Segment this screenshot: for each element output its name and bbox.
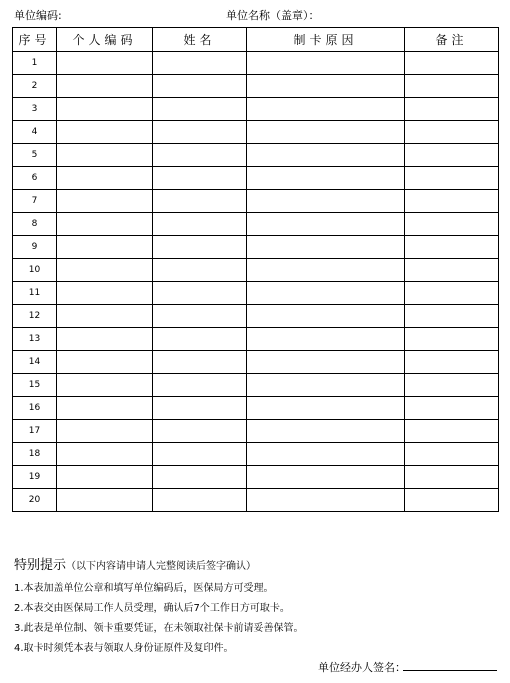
name-cell[interactable] [153, 282, 247, 305]
reason-cell[interactable] [247, 52, 405, 75]
card-application-table [12, 27, 499, 512]
name-cell[interactable] [153, 190, 247, 213]
table-row [13, 98, 499, 121]
personal-code-cell[interactable] [57, 489, 153, 512]
personal-code-cell[interactable] [57, 443, 153, 466]
personal-code-cell[interactable] [57, 420, 153, 443]
reason-cell[interactable] [247, 374, 405, 397]
reason-cell[interactable] [247, 259, 405, 282]
reason-cell[interactable] [247, 466, 405, 489]
notice-item: 1.本表加盖单位公章和填写单位编码后，医保局方可受理。 [14, 583, 274, 594]
name-cell[interactable] [153, 213, 247, 236]
name-cell[interactable] [153, 121, 247, 144]
table-row [13, 443, 499, 466]
personal-code-cell[interactable] [57, 328, 153, 351]
notice-subtitle: （以下内容请申请人完整阅读后签字确认） [66, 561, 257, 572]
remarks-cell[interactable] [405, 466, 499, 489]
row-seq-cell: 7 [13, 190, 57, 213]
table-row [13, 121, 499, 144]
signature-line[interactable] [403, 670, 497, 671]
remarks-cell[interactable] [405, 98, 499, 121]
name-cell[interactable] [153, 236, 247, 259]
personal-code-cell[interactable] [57, 190, 153, 213]
name-cell[interactable] [153, 75, 247, 98]
row-seq-cell: 4 [13, 121, 57, 144]
personal-code-cell[interactable] [57, 305, 153, 328]
row-seq-cell: 1 [13, 52, 57, 75]
row-seq-cell: 20 [13, 489, 57, 512]
row-seq-cell: 13 [13, 328, 57, 351]
reason-cell[interactable] [247, 397, 405, 420]
personal-code-cell[interactable] [57, 466, 153, 489]
personal-code-cell[interactable] [57, 282, 153, 305]
personal-code-cell[interactable] [57, 236, 153, 259]
name-cell[interactable] [153, 144, 247, 167]
table-header-row [13, 28, 499, 52]
personal-code-cell[interactable] [57, 121, 153, 144]
row-seq-cell: 14 [13, 351, 57, 374]
remarks-cell[interactable] [405, 305, 499, 328]
reason-cell[interactable] [247, 420, 405, 443]
reason-cell[interactable] [247, 121, 405, 144]
personal-code-cell[interactable] [57, 397, 153, 420]
table-row [13, 190, 499, 213]
row-seq-cell: 17 [13, 420, 57, 443]
name-cell[interactable] [153, 52, 247, 75]
form-header [0, 7, 510, 23]
remarks-cell[interactable] [405, 374, 499, 397]
column-header-name: 姓名 [153, 28, 247, 52]
table-row [13, 75, 499, 98]
remarks-cell[interactable] [405, 259, 499, 282]
remarks-cell[interactable] [405, 282, 499, 305]
name-cell[interactable] [153, 351, 247, 374]
reason-cell[interactable] [247, 351, 405, 374]
table-row [13, 144, 499, 167]
remarks-cell[interactable] [405, 236, 499, 259]
personal-code-cell[interactable] [57, 351, 153, 374]
table-row [13, 420, 499, 443]
name-cell[interactable] [153, 466, 247, 489]
personal-code-cell[interactable] [57, 98, 153, 121]
remarks-cell[interactable] [405, 213, 499, 236]
remarks-cell[interactable] [405, 397, 499, 420]
personal-code-cell[interactable] [57, 52, 153, 75]
personal-code-cell[interactable] [57, 213, 153, 236]
personal-code-cell[interactable] [57, 374, 153, 397]
name-cell[interactable] [153, 98, 247, 121]
table-row [13, 489, 499, 512]
row-seq-cell: 3 [13, 98, 57, 121]
name-cell[interactable] [153, 305, 247, 328]
personal-code-cell[interactable] [57, 259, 153, 282]
signature-label: 单位经办人签名： [318, 661, 406, 674]
remarks-cell[interactable] [405, 443, 499, 466]
remarks-cell[interactable] [405, 328, 499, 351]
table-row [13, 52, 499, 75]
name-cell[interactable] [153, 420, 247, 443]
table-row [13, 305, 499, 328]
reason-cell[interactable] [247, 167, 405, 190]
name-cell[interactable] [153, 397, 247, 420]
row-seq-cell: 16 [13, 397, 57, 420]
row-seq-cell: 5 [13, 144, 57, 167]
reason-cell[interactable] [247, 213, 405, 236]
table-row [13, 213, 499, 236]
reason-cell[interactable] [247, 443, 405, 466]
remarks-cell[interactable] [405, 75, 499, 98]
table-row [13, 466, 499, 489]
row-seq-cell: 2 [13, 75, 57, 98]
name-cell[interactable] [153, 489, 247, 512]
row-seq-cell: 11 [13, 282, 57, 305]
reason-cell[interactable] [247, 236, 405, 259]
reason-cell[interactable] [247, 328, 405, 351]
remarks-cell[interactable] [405, 489, 499, 512]
table-row [13, 259, 499, 282]
column-header-personal-code: 个人编码 [57, 28, 153, 52]
unit-code-label: 单位编码: [14, 9, 62, 22]
row-seq-cell: 19 [13, 466, 57, 489]
column-header-remarks: 备注 [405, 28, 499, 52]
reason-cell[interactable] [247, 98, 405, 121]
row-seq-cell: 6 [13, 167, 57, 190]
table-row [13, 328, 499, 351]
remarks-cell[interactable] [405, 190, 499, 213]
personal-code-cell[interactable] [57, 75, 153, 98]
notice-item: 4.取卡时须凭本表与领取人身份证原件及复印件。 [14, 643, 234, 654]
table-row [13, 282, 499, 305]
table-row [13, 397, 499, 420]
row-seq-cell: 15 [13, 374, 57, 397]
column-header-seq: 序号 [13, 28, 57, 52]
personal-code-cell[interactable] [57, 144, 153, 167]
row-seq-cell: 9 [13, 236, 57, 259]
name-cell[interactable] [153, 167, 247, 190]
row-seq-cell: 8 [13, 213, 57, 236]
reason-cell[interactable] [247, 489, 405, 512]
name-cell[interactable] [153, 374, 247, 397]
notice-title: 特别提示 [14, 558, 67, 573]
remarks-cell[interactable] [405, 144, 499, 167]
row-seq-cell: 10 [13, 259, 57, 282]
notice-item: 3.此表是单位制、领卡重要凭证，在未领取社保卡前请妥善保管。 [14, 623, 304, 634]
table-row [13, 236, 499, 259]
unit-name-label: 单位名称（盖章）： [226, 9, 320, 22]
reason-cell[interactable] [247, 75, 405, 98]
name-cell[interactable] [153, 443, 247, 466]
notice-item: 2.本表交由医保局工作人员受理，确认后7个工作日方可取卡。 [14, 603, 290, 614]
name-cell[interactable] [153, 259, 247, 282]
reason-cell[interactable] [247, 282, 405, 305]
remarks-cell[interactable] [405, 52, 499, 75]
personal-code-cell[interactable] [57, 167, 153, 190]
remarks-cell[interactable] [405, 420, 499, 443]
name-cell[interactable] [153, 328, 247, 351]
remarks-cell[interactable] [405, 121, 499, 144]
row-seq-cell: 18 [13, 443, 57, 466]
row-seq-cell: 12 [13, 305, 57, 328]
remarks-cell[interactable] [405, 351, 499, 374]
column-header-reason: 制卡原因 [247, 28, 405, 52]
reason-cell[interactable] [247, 305, 405, 328]
reason-cell[interactable] [247, 190, 405, 213]
table-row [13, 351, 499, 374]
table-row [13, 167, 499, 190]
special-notice [14, 554, 256, 573]
remarks-cell[interactable] [405, 167, 499, 190]
table-row [13, 374, 499, 397]
reason-cell[interactable] [247, 144, 405, 167]
